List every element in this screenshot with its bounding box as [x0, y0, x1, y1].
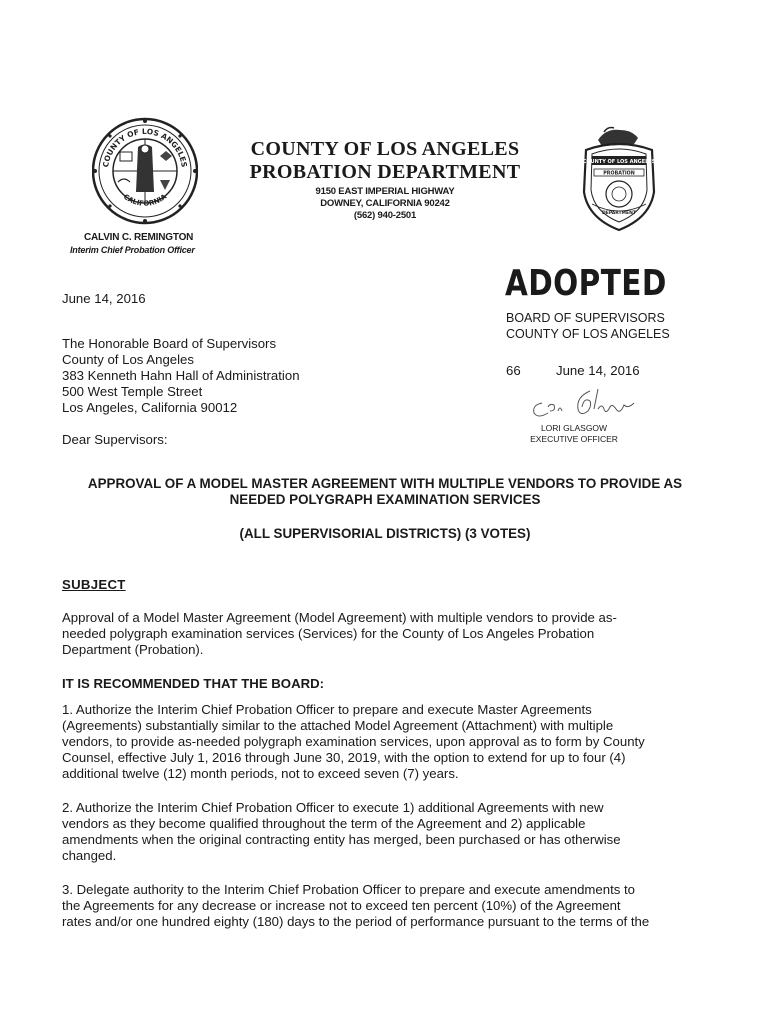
stamp-date: June 14, 2016 — [556, 363, 640, 378]
recommendation-2-line: vendors as they become qualified throughout the term of the Agreement and 2) applicable — [62, 816, 586, 831]
recommendation-2-line: changed. — [62, 848, 117, 863]
signature — [510, 385, 650, 423]
recipient-line: County of Los Angeles — [62, 352, 194, 367]
adopted-stamp: ADOPTED — [505, 263, 667, 304]
recommendation-1-line: 1. Authorize the Interim Chief Probation Officer to prepare and execute Master Agreements — [62, 702, 592, 717]
recipient-line: The Honorable Board of Supervisors — [62, 336, 277, 351]
recommendation-1-line: Counsel, effective July 1, 2016 through June 30, 2019, with the option to extend for up to four (4) — [62, 750, 626, 765]
signer-title: EXECUTIVE OFFICER — [530, 434, 618, 444]
svg-text:DEPARTMENT: DEPARTMENT — [602, 211, 636, 216]
subject-line: needed polygraph examination services (Services) for the County of Los Angeles Probation — [62, 626, 595, 641]
title-line2: NEEDED POLYGRAPH EXAMINATION SERVICES — [229, 492, 541, 507]
recommendation-1-line: additional twelve (12) month periods, not to exceed seven (7) years. — [62, 766, 459, 781]
subject-line: Department (Probation). — [62, 642, 204, 657]
svg-text:CALIFORNIA: CALIFORNIA — [121, 192, 169, 208]
svg-text:COUNTY OF LOS ANGELES: COUNTY OF LOS ANGELES — [582, 159, 656, 165]
letter-date: June 14, 2016 — [62, 291, 146, 306]
recommendation-2-line: 2. Authorize the Interim Chief Probation Officer to execute 1) additional Agreements with new — [62, 800, 604, 815]
county-seal — [92, 112, 198, 230]
title-line1: APPROVAL OF A MODEL MASTER AGREEMENT WITH MULTIPLE VENDORS TO PROVIDE AS — [87, 476, 683, 491]
stamp-county-line: COUNTY OF LOS ANGELES — [506, 327, 670, 341]
recipient-line: 500 West Temple Street — [62, 384, 203, 399]
letterhead-county: COUNTY OF LOS ANGELES — [250, 138, 520, 160]
recipient-line: Los Angeles, California 90012 — [62, 400, 238, 415]
stamp-item-number: 66 — [506, 363, 521, 378]
letterhead-department: PROBATION DEPARTMENT — [249, 161, 521, 183]
letterhead-phone: (562) 940-2501 — [353, 210, 417, 221]
recommendation-1-line: vendors, to provide as-needed polygraph examination services, upon approval as to form by County — [62, 734, 645, 749]
stamp-board-line: BOARD OF SUPERVISORS — [506, 311, 665, 325]
svg-text:COUNTY OF LOS ANGELES: COUNTY OF LOS ANGELES — [101, 126, 189, 168]
recommendation-2-line: amendments when the original contracting entity has merged, been purchased or has otherwise — [62, 832, 621, 847]
svg-text:PROBATION: PROBATION — [603, 171, 635, 177]
subject-line: Approval of a Model Master Agreement (Model Agreement) with multiple vendors to provide as- — [62, 610, 617, 625]
recipient-line: 383 Kenneth Hahn Hall of Administration — [62, 368, 300, 383]
officer-title: Interim Chief Probation Officer — [70, 245, 195, 255]
salutation: Dear Supervisors: — [62, 432, 168, 447]
probation-badge — [578, 122, 660, 234]
recommendation-heading: IT IS RECOMMENDED THAT THE BOARD: — [62, 676, 325, 691]
letterhead-address-line2: DOWNEY, CALIFORNIA 90242 — [320, 198, 450, 209]
title-districts: (ALL SUPERVISORIAL DISTRICTS) (3 VOTES) — [239, 526, 531, 541]
letterhead-address-line1: 9150 EAST IMPERIAL HIGHWAY — [315, 186, 455, 197]
recommendation-3-line: 3. Delegate authority to the Interim Chief Probation Officer to prepare and execute amendments to — [62, 882, 636, 897]
recommendation-3-line: rates and/or one hundred eighty (180) days to the period of performance pursuant to the terms of the — [62, 914, 650, 929]
officer-name: CALVIN C. REMINGTON — [84, 232, 194, 243]
recommendation-1-line: (Agreements) substantially similar to the attached Model Agreement (Attachment) with multiple — [62, 718, 614, 733]
recommendation-3-line: the Agreements for any decrease or increase not to exceed ten percent (10%) of the Agreement — [62, 898, 621, 913]
signer-name: LORI GLASGOW — [540, 423, 608, 433]
subject-heading: SUBJECT — [62, 577, 126, 592]
